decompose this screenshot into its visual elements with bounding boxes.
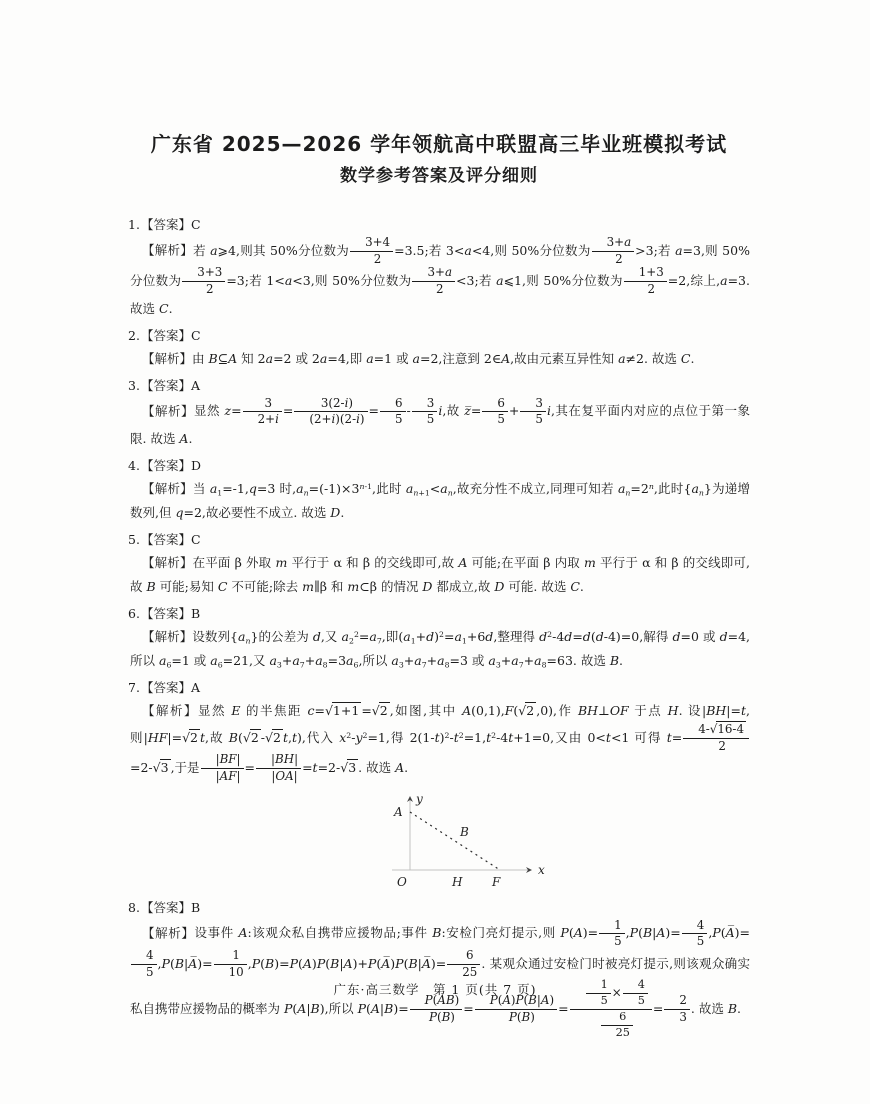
analysis-text: 当 $a_1=-1,q=3$ 时$,a_n=(-1)\times 3^{n-1}$,此时 $a_{n+1}<a_n$,故充分性不成立,同理可知若 $a_n=2^n$,此时$\{a_n\}$为递增数列,但 q=2,故必要性不成立. 故选 D. [130,480,751,520]
figure-label-F: F [492,874,501,889]
page-content [128,130,750,1043]
figure-label-x: x [538,862,545,877]
question-number: 3. [128,377,140,393]
segment-AF [410,812,500,870]
analysis-text: 显然 z= $\frac{3}{2+i}$ = $\frac{3(2-i)}{(2+i)(2-i)}$ = $\frac{6}{5}$ - $\frac{3}{5}$ i,故 z̅= $\frac{6}{5}$ + $\frac{3}{5}$ i,其在复平面内对应的点位于第一象限. 故选 A. [130,395,750,446]
analysis-label: 【解析】 [142,925,195,941]
question-8 [128,896,750,1041]
question-number: 8. [128,899,140,915]
answer-letter: A [190,679,200,695]
answer-line [128,896,750,919]
answer-letter: A [190,377,200,393]
question-3 [128,374,750,451]
q7-hyperbola-figure [380,788,560,893]
answer-line [128,374,750,397]
analysis-paragraph [130,397,750,451]
figure-label-B: B [460,824,469,839]
exam-subtitle: 数学参考答案及评分细则 [340,166,538,186]
analysis-label: 【解析】 [142,702,198,718]
q7-figure-canvas [380,788,560,890]
question-5 [128,528,750,599]
answer-letter: B [190,899,201,915]
analysis-paragraph [130,625,750,673]
question-number: 4. [128,457,140,473]
answer-label: 【答案】 [140,679,191,695]
analysis-paragraph [130,699,750,784]
question-number: 5. [128,531,140,547]
answer-label: 【答案】 [140,217,191,232]
analysis-text: 显然 E 的半焦距 c=√1+1 =√2 ,如图,其中 A(0,1),F(√2 ,0),作 BH⊥OF 于点 H. 设|BH|=t,则|HF|=√2 t,故 B(√2 -√2 t,t),代入 $x^2-y^2=1$,得 $2(1-t)^2-t^2=1,t^2-4t+1=0$,又由 0<t<1 可得 t= $\frac{4-√16-4}{2}$ =2-√3 ,于是 $\frac{|BF|}{|AF|}$ = $\frac{|BH|}{|OA|}$ =t=2-√3 . 故选 A. [130,702,750,783]
question-number: 6. [128,605,140,621]
question-number: 2. [128,327,140,343]
answer-letter: C [190,327,201,343]
answer-label: 【答案】 [140,457,191,473]
figure-label-y: y [416,791,423,806]
answer-label: 【答案】 [140,531,191,547]
answer-label: 【答案】 [140,899,191,915]
analysis-paragraph [130,477,750,525]
question-1 [128,213,750,321]
answer-label: 【答案】 [140,377,191,393]
answer-line [128,454,750,477]
question-7 [128,676,750,893]
analysis-paragraph [130,347,750,371]
question-number: 7. [128,679,140,695]
answer-letter: B [190,605,201,621]
figure-label-H: H [452,874,463,889]
analysis-paragraph [130,551,750,599]
analysis-text: 在平面 β 外取 m 平行于 α 和 β 的交线即可,故 A 可能;在平面 β 内取 m 平行于 α 和 β 的交线即可,故 B 可能;易知 C 不可能;除去 m∥β 和 m⊂β 的情况 D 都成立,故 D 可能. 故选 C. [130,554,750,594]
analysis-label: 【解析】 [142,480,193,496]
page-footer: 广东·高三数学 第 1 页(共 7 页) [333,982,537,997]
answer-list [128,213,750,1040]
analysis-text: 若 a⩾4,则其 50%分位数为 $\frac{3+4}{2}$ =3.5;若 3<a<4,则 50%分位数为 $\frac{3+a}{2}$ >3;若 a=3,则 50%分位数为 $\frac{3+3}{2}$ =3;若 1<a<3,则 50%分位数为 $\frac{3+a}{2}$ <3;若 a⩽1,则 50%分位数为 $\frac{1+3}{2}$ =2,综上,a=3. 故选 C. [130,235,750,316]
question-2 [128,324,750,371]
analysis-label: 【解析】 [142,628,193,644]
figure-label-A: A [394,804,403,819]
exam-title: 广东省 2025—2026 学年领航高中联盟高三毕业班模拟考试 [150,132,728,156]
question-6 [128,602,750,673]
analysis-label: 【解析】 [142,403,195,419]
answer-label: 【答案】 [140,327,191,343]
answer-line [128,602,750,625]
analysis-paragraph [130,236,750,321]
question-number: 1. [128,217,140,232]
answer-line [128,676,750,699]
analysis-text: 设事件 A:该观众私自携带应援物品;事件 B:安检门亮灯提示,则 P(A)= $\frac{1}{5}$ ,P(B|A)= $\frac{4}{5}$ ,P(A̅)= $\frac{4}{5}$ ,P(B|A̅)= $\frac{1}{10}$ ,P(B)=P(A)P(B|A)+P(A̅)P(B|A̅)= $\frac{6}{25}$ . 某观众通过安检门时被亮灯提示,则该观众确实私自携带应援物品的概率为 P(A|B),所以 P(A|B)= $\frac{P(AB)}{P(B)}$ = $\frac{P(A)P(B|A)}{P(B)}$ = $\frac{1}{5}$ × $\frac{4}{5}$ $\frac{6}{25}$ = $\frac{2}{3}$ . 故选 B. [130,917,750,1040]
analysis-text: 由 B⊆A 知 2a=2 或 2a=4,即 a=1 或 a=2,注意到 2∈A,故由元素互异性知 a≠2. 故选 C. [192,350,695,366]
analysis-text: 设数列$\{a_n\}$的公差为 d,又 $a_2^2=a_7$,即$(a_1+d)^2=a_1+6d$,整理得 $d^2-4d=d(d-4)=0$,解得 d=0 或 d=4,所以 $a_6=1$ 或 $a_6=21$,又 $a_3+a_7+a_8=3a_6$,所以 $a_3+a_7+a_8=3$ 或 $a_3+a_7+a_8=63$. 故选 B. [130,628,750,670]
question-4 [128,454,750,525]
analysis-label: 【解析】 [142,242,194,258]
answer-line [128,324,750,347]
answer-line [128,213,750,236]
figure-label-O: O [397,874,407,889]
answer-letter: C [190,217,201,232]
analysis-label: 【解析】 [142,350,193,366]
answer-label: 【答案】 [140,605,191,621]
analysis-label: 【解析】 [142,554,193,570]
answer-letter: D [190,457,201,473]
answer-letter: C [190,531,201,547]
answer-line [128,528,750,551]
